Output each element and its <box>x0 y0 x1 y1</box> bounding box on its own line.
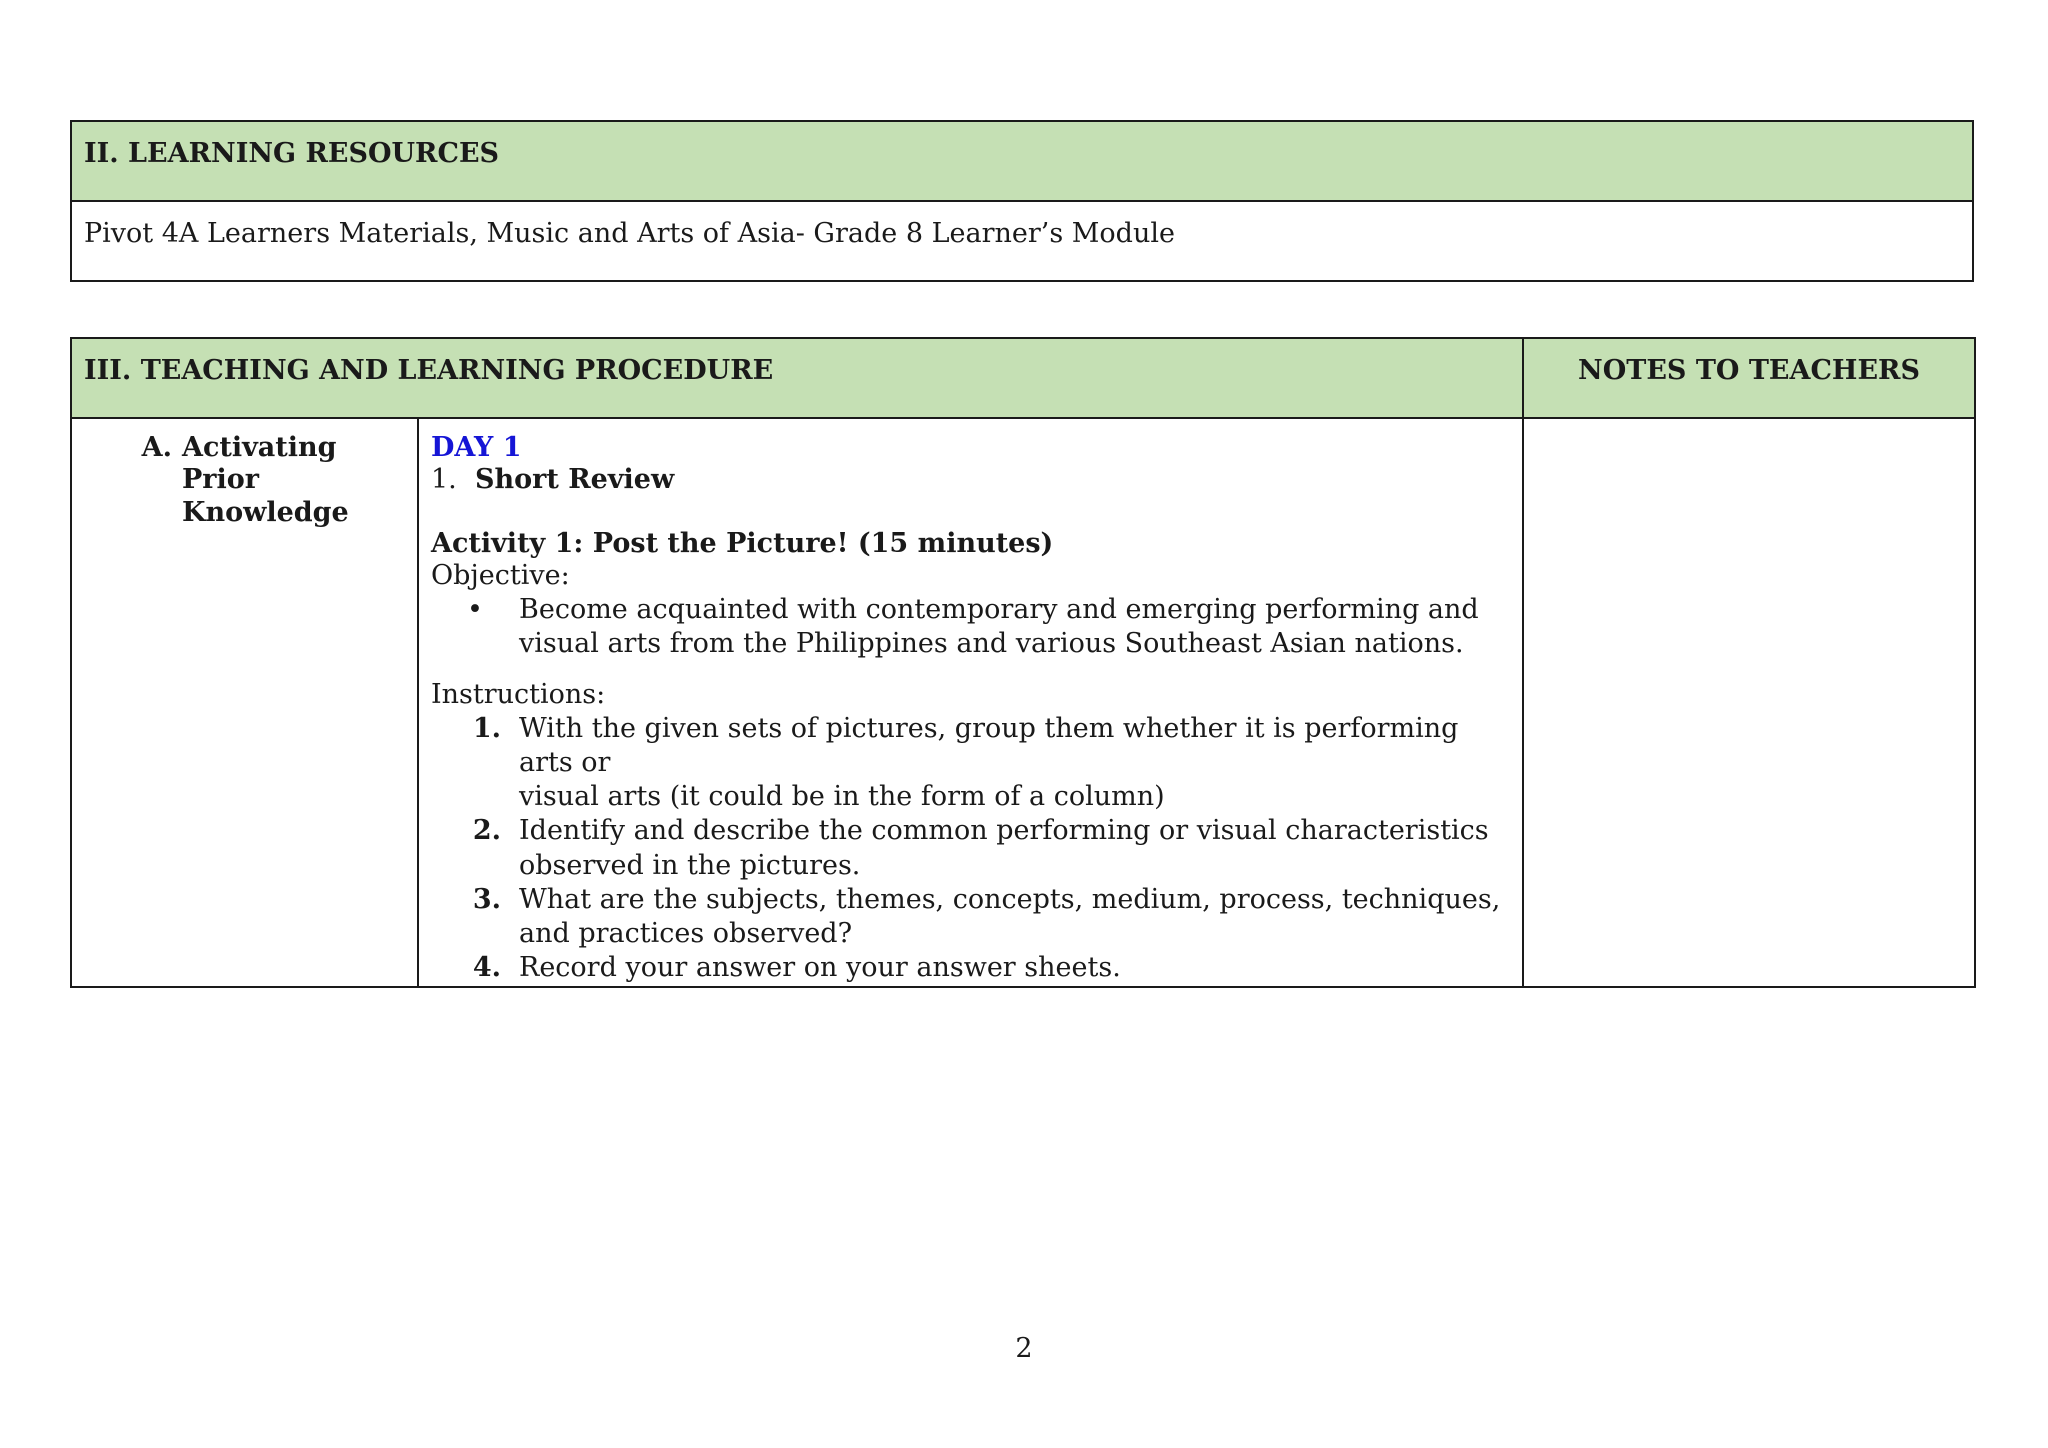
objective-line: Become acquainted with contemporary and emerging performing and <box>519 593 1479 625</box>
notes-header <box>1523 338 1975 418</box>
instruction-line: What are the subjects, themes, concepts, medium, process, techniques, <box>519 883 1501 915</box>
instruction-line: visual arts (it could be in the form of a column) <box>519 781 1165 813</box>
instruction-line: and practices observed? <box>519 918 853 950</box>
section-label-cell <box>71 418 418 987</box>
instruction-line: Identify and describe the common performing or visual characteristics <box>519 815 1489 847</box>
instructions-list <box>431 712 1510 986</box>
objective-list <box>431 593 1510 662</box>
instructions-label: Instructions: <box>431 679 606 711</box>
objective-line: visual arts from the Philippines and various Southeast Asian nations. <box>519 627 1464 659</box>
review-label: Short Review <box>475 464 675 496</box>
instruction-line: observed in the pictures. <box>519 849 861 881</box>
notes-cell <box>1523 418 1975 987</box>
section-letter: A. <box>141 432 172 463</box>
page-number: 2 <box>1015 1333 1033 1364</box>
list-item <box>431 883 1510 952</box>
list-item <box>431 814 1510 883</box>
procedure-title: III. TEACHING AND LEARNING PROCEDURE <box>84 355 774 386</box>
bullet-marker: • <box>467 593 483 625</box>
instruction-number: 2. <box>472 815 501 847</box>
learning-resources-text: Pivot 4A Learners Materials, Music and Arts of Asia- Grade 8 Learner’s Module <box>84 218 1175 249</box>
instruction-number: 1. <box>472 712 501 744</box>
list-item <box>431 593 1510 662</box>
list-item <box>431 712 1510 815</box>
learning-resources-title: II. LEARNING RESOURCES <box>84 138 500 169</box>
procedure-table <box>70 337 1976 988</box>
instruction-number: 3. <box>472 883 501 915</box>
list-item <box>431 951 1510 985</box>
learning-resources-header <box>71 121 1973 201</box>
procedure-content-cell <box>418 418 1523 987</box>
instruction-number: 4. <box>472 952 501 984</box>
instruction-line: Record your answer on your answer sheets. <box>519 952 1121 984</box>
objective-label: Objective: <box>431 560 570 592</box>
activity-title: Activity 1: Post the Picture! (15 minutes) <box>431 527 1054 559</box>
day-heading: DAY 1 <box>431 432 522 463</box>
section-label-line2: Knowledge <box>182 496 349 528</box>
procedure-header <box>71 338 1523 418</box>
review-number: 1. <box>431 464 457 496</box>
learning-resources-table <box>70 120 1974 282</box>
instruction-line: With the given sets of pictures, group them whether it is performing arts or <box>519 712 1459 778</box>
section-label-line1: Activating Prior <box>182 432 337 496</box>
learning-resources-body <box>71 201 1973 281</box>
notes-title: NOTES TO TEACHERS <box>1578 355 1920 386</box>
